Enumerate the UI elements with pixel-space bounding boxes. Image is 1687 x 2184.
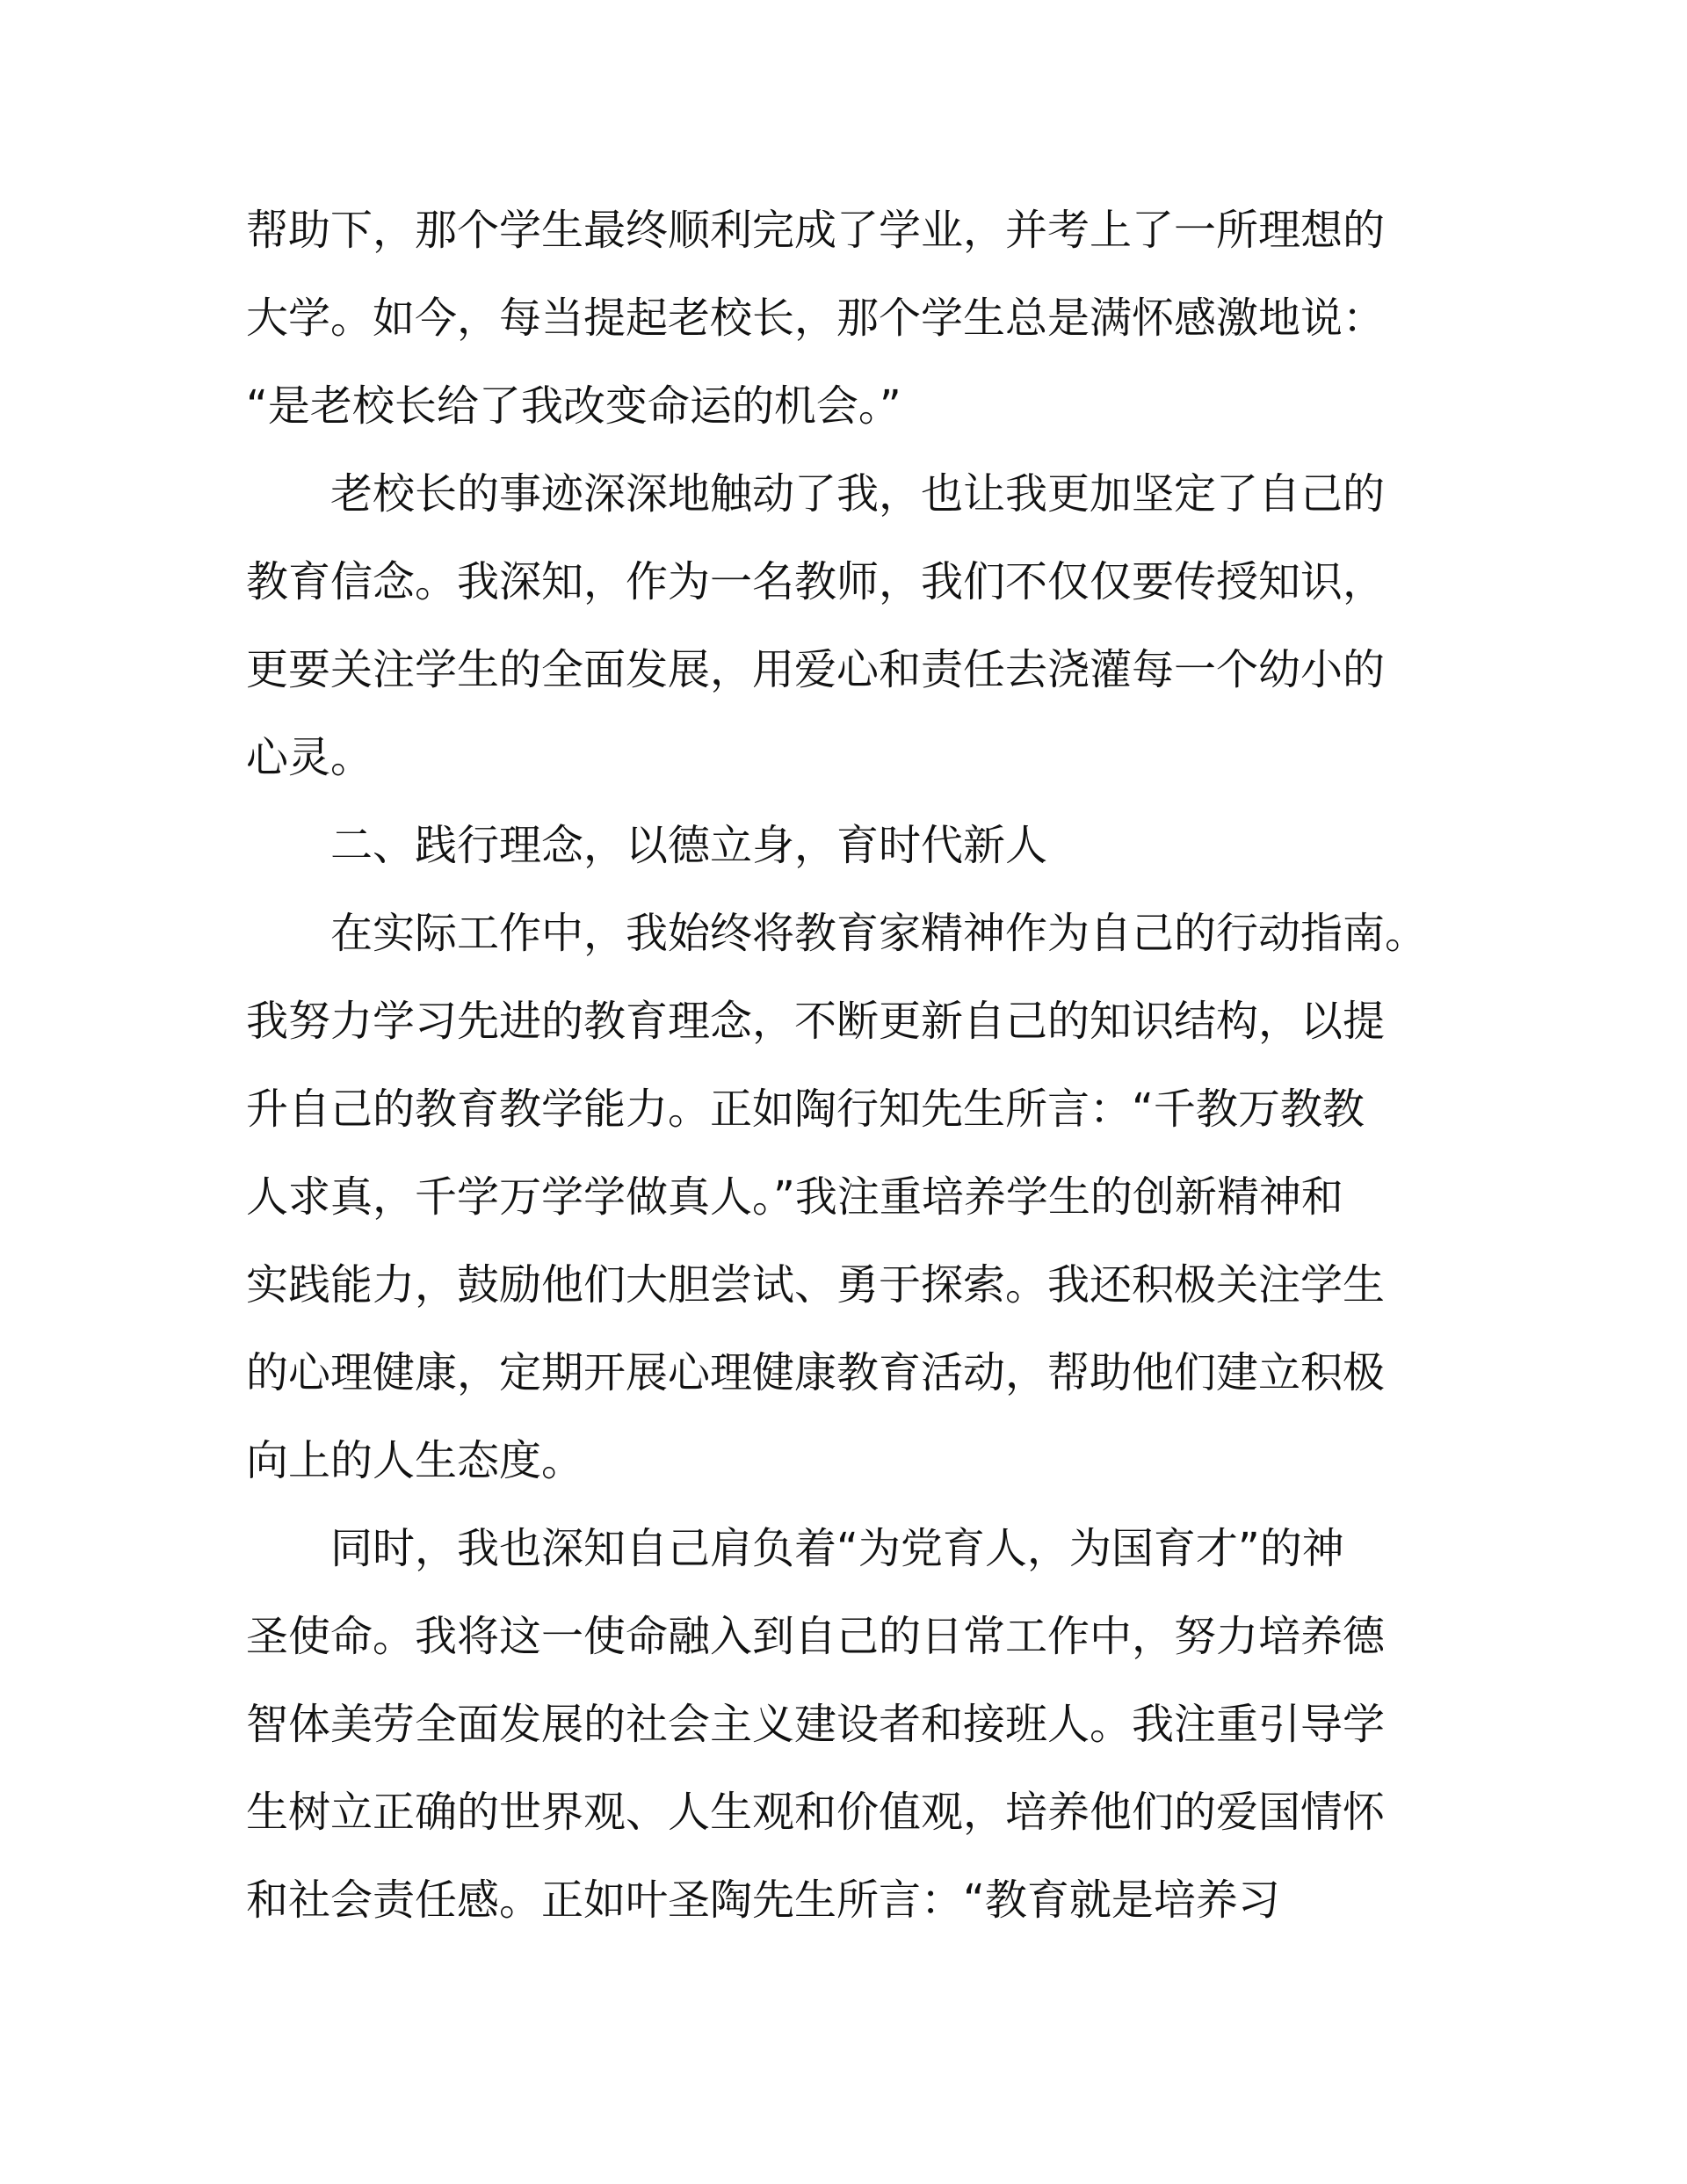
section-heading [246, 802, 1476, 889]
paragraph-2 [246, 450, 1476, 802]
text-line: 帮助下，那个学生最终顺利完成了学业，并考上了一所理想的 [246, 206, 1386, 255]
paragraph-1 [246, 186, 1476, 450]
text-line: 智体美劳全面发展的社会主义建设者和接班人。我注重引导学 [246, 1700, 1386, 1749]
text-line: 教育信念。我深知，作为一名教师，我们不仅仅要传授知识， [246, 557, 1386, 606]
text-line: 同时，我也深知自己肩负着“为党育人，为国育才”的神 [330, 1524, 1344, 1573]
text-line: 更要关注学生的全面发展，用爱心和责任去浇灌每一个幼小的 [246, 645, 1386, 694]
text-line: 在实际工作中，我始终将教育家精神作为自己的行动指南。 [330, 909, 1428, 958]
text-line: 心灵。 [246, 733, 373, 782]
text-line: 生树立正确的世界观、人生观和价值观，培养他们的爱国情怀 [246, 1788, 1386, 1837]
text-line: “是老校长给了我改变命运的机会。” [246, 381, 901, 431]
text-line: 实践能力，鼓励他们大胆尝试、勇于探索。我还积极关注学生 [246, 1260, 1386, 1310]
paragraph-3 [246, 889, 1476, 1505]
text-line: 人求真，千学万学学做真人。”我注重培养学生的创新精神和 [246, 1172, 1343, 1222]
text-line: 大学。如今，每当提起老校长，那个学生总是满怀感激地说： [246, 294, 1386, 343]
text-line: 升自己的教育教学能力。正如陶行知先生所言：“千教万教教 [246, 1085, 1365, 1134]
text-line: 向上的人生态度。 [246, 1436, 584, 1485]
text-line: 和社会责任感。正如叶圣陶先生所言：“教育就是培养习 [246, 1876, 1280, 1925]
paragraph-4 [246, 1505, 1476, 1944]
text-line: 圣使命。我将这一使命融入到自己的日常工作中，努力培养德 [246, 1612, 1386, 1661]
document-body [246, 186, 1476, 1944]
text-line: 的心理健康，定期开展心理健康教育活动，帮助他们建立积极 [246, 1348, 1386, 1397]
text-line: 我努力学习先进的教育理念，不断更新自己的知识结构，以提 [246, 997, 1386, 1046]
text-line: 老校长的事迹深深地触动了我，也让我更加坚定了自己的 [330, 469, 1386, 519]
heading-line: 二、践行理念，以德立身，育时代新人 [330, 821, 1048, 870]
